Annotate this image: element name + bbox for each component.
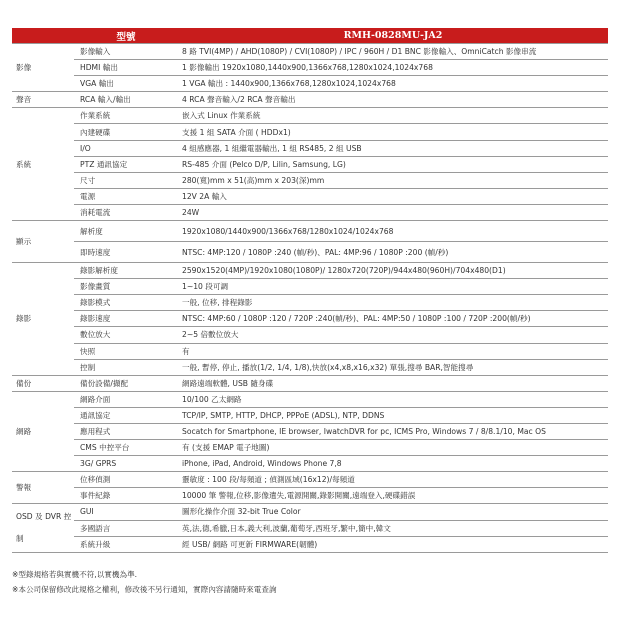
spec-label: 備份設備/擷配 xyxy=(74,375,178,391)
spec-value: 2590x1520(4MP)/1920x1080(1080P)/ 1280x720(720P)/944x480(960H)/704x480(D1) xyxy=(178,263,608,279)
spec-value: 24W xyxy=(178,204,608,220)
spec-label: 作業系統 xyxy=(74,108,178,124)
spec-label: VGA 輸出 xyxy=(74,76,178,92)
model-value: RMH-0828MU-JA2 xyxy=(178,28,608,44)
spec-label: 尺寸 xyxy=(74,172,178,188)
spec-label: PTZ 通訊協定 xyxy=(74,156,178,172)
spec-label: 多國語言 xyxy=(74,520,178,536)
spec-label: 通訊協定 xyxy=(74,407,178,423)
spec-row xyxy=(12,488,608,504)
footnote-2: ※本公司保留修改此規格之權利，修改後不另行通知，實際內容請隨時來電查詢 xyxy=(12,585,277,594)
spec-label: 系統升級 xyxy=(74,536,178,552)
spec-value: 1~10 段可調 xyxy=(178,279,608,295)
spec-value: 一般, 暫停, 停止, 播放(1/2, 1/4, 1/8),快放(x4,x8,x16,x32) 單張,搜尋 BAR,智能搜尋 xyxy=(178,359,608,375)
spec-value: Socatch for Smartphone, IE browser, IwatchDVR for pc, ICMS Pro, Windows 7 / 8/8.1/10, Mac OS xyxy=(178,423,608,439)
spec-label: GUI xyxy=(74,504,178,520)
spec-row xyxy=(12,456,608,472)
spec-label: RCA 輸入/輸出 xyxy=(74,92,178,108)
spec-row xyxy=(12,311,608,327)
spec-row xyxy=(12,204,608,220)
spec-row xyxy=(12,440,608,456)
spec-value: 280(寬)mm x 51(高)mm x 203(深)mm xyxy=(178,172,608,188)
spec-value: 一般, 位移, 排程錄影 xyxy=(178,295,608,311)
spec-row xyxy=(12,327,608,343)
spec-row xyxy=(12,520,608,536)
spec-row xyxy=(12,108,608,124)
footnote-1: ※型錄規格若與實機不符,以實機為準. xyxy=(12,570,138,579)
spec-row xyxy=(12,44,608,60)
spec-value: 支援 1 組 SATA 介面 ( HDDx1) xyxy=(178,124,608,140)
spec-table xyxy=(12,28,608,553)
spec-value: 1 VGA 輸出 : 1440x900,1366x768,1280x1024,1024x768 xyxy=(178,76,608,92)
spec-row xyxy=(12,391,608,407)
spec-row xyxy=(12,375,608,391)
spec-value: 2~5 倍數位放大 xyxy=(178,327,608,343)
spec-value: NTSC: 4MP:120 / 1080P :240 (幀/秒)、PAL: 4MP:96 / 1080P :200 (幀/秒) xyxy=(178,242,608,263)
spec-row xyxy=(12,60,608,76)
spec-label: 電源 xyxy=(74,188,178,204)
spec-value: 10/100 乙太網路 xyxy=(178,391,608,407)
header-spacer xyxy=(12,28,74,44)
spec-value: iPhone, iPad, Android, Windows Phone 7,8 xyxy=(178,456,608,472)
section-label: 顯示 xyxy=(12,221,74,263)
spec-value: 有 xyxy=(178,343,608,359)
table-header-row xyxy=(12,28,608,44)
spec-label: 位移偵測 xyxy=(74,472,178,488)
spec-value: 圖形化操作介面 32-bit True Color xyxy=(178,504,608,520)
section-label: 影像 xyxy=(12,44,74,92)
spec-value: 1 影像輸出 1920x1080,1440x900,1366x768,1280x1024,1024x768 xyxy=(178,60,608,76)
section-label: 系統 xyxy=(12,108,74,221)
spec-row xyxy=(12,92,608,108)
section-label: 錄影 xyxy=(12,263,74,376)
spec-label: 消耗電流 xyxy=(74,204,178,220)
spec-value: 嵌入式 Linux 作業系統 xyxy=(178,108,608,124)
spec-label: 內建硬碟 xyxy=(74,124,178,140)
section-label: OSD 及 DVR 控制 xyxy=(12,504,74,552)
spec-row xyxy=(12,423,608,439)
spec-label: 3G/ GPRS xyxy=(74,456,178,472)
spec-row xyxy=(12,295,608,311)
spec-value: 有 (支援 EMAP 電子地圖) xyxy=(178,440,608,456)
spec-value: RS-485 介面 (Pelco D/P, Lilin, Samsung, LG) xyxy=(178,156,608,172)
spec-sheet xyxy=(12,28,608,553)
spec-label: 解析度 xyxy=(74,221,178,242)
spec-label: 錄影速度 xyxy=(74,311,178,327)
spec-value: 4 RCA 聲音輸入/2 RCA 聲音輸出 xyxy=(178,92,608,108)
spec-label: 事件紀錄 xyxy=(74,488,178,504)
spec-value: TCP/IP, SMTP, HTTP, DHCP, PPPoE (ADSL), NTP, DDNS xyxy=(178,407,608,423)
spec-row xyxy=(12,188,608,204)
spec-row xyxy=(12,536,608,552)
spec-row xyxy=(12,407,608,423)
spec-label: I/O xyxy=(74,140,178,156)
spec-row xyxy=(12,279,608,295)
spec-row xyxy=(12,359,608,375)
spec-row xyxy=(12,124,608,140)
spec-value: 靈敏度 : 100 段/每頻道 ; 偵測區域(16x12)/每頻道 xyxy=(178,472,608,488)
spec-row xyxy=(12,472,608,488)
spec-row xyxy=(12,140,608,156)
spec-label: 網路介面 xyxy=(74,391,178,407)
spec-label: 應用程式 xyxy=(74,423,178,439)
spec-row xyxy=(12,76,608,92)
spec-value: 經 USB/ 網路 可更新 FIRMWARE(韌體) xyxy=(178,536,608,552)
spec-label: 影像畫質 xyxy=(74,279,178,295)
spec-label: 錄影模式 xyxy=(74,295,178,311)
spec-label: 控制 xyxy=(74,359,178,375)
spec-label: 影像輸入 xyxy=(74,44,178,60)
spec-value: 10000 筆 警報,位移,影像遺失,電源開關,錄影開關,遠端登入,硬碟錯誤 xyxy=(178,488,608,504)
section-label: 聲音 xyxy=(12,92,74,108)
spec-label: 錄影解析度 xyxy=(74,263,178,279)
section-label: 警報 xyxy=(12,472,74,504)
spec-label: CMS 中控平台 xyxy=(74,440,178,456)
spec-body xyxy=(12,44,608,553)
spec-value: 英,法,德,希臘,日本,義大利,波蘭,葡萄牙,西班牙,繁中,簡中,韓文 xyxy=(178,520,608,536)
spec-row xyxy=(12,156,608,172)
spec-value: 8 路 TVI(4MP) / AHD(1080P) / CVI(1080P) / IPC / 960H / D1 BNC 影像輸入、OmniCatch 影像串流 xyxy=(178,44,608,60)
section-label: 網路 xyxy=(12,391,74,471)
spec-row xyxy=(12,172,608,188)
spec-label: HDMI 輸出 xyxy=(74,60,178,76)
spec-row xyxy=(12,221,608,242)
spec-value: 12V 2A 輸入 xyxy=(178,188,608,204)
spec-row xyxy=(12,242,608,263)
spec-value: 網路遠端軟體, USB 隨身碟 xyxy=(178,375,608,391)
spec-label: 即時速度 xyxy=(74,242,178,263)
spec-value: NTSC: 4MP:60 / 1080P :120 / 720P :240(幀/秒)、PAL: 4MP:50 / 1080P :100 / 720P :200(幀/秒) xyxy=(178,311,608,327)
spec-label: 快照 xyxy=(74,343,178,359)
spec-value: 1920x1080/1440x900/1366x768/1280x1024/1024x768 xyxy=(178,221,608,242)
model-label: 型號 xyxy=(74,28,178,44)
spec-label: 數位放大 xyxy=(74,327,178,343)
section-label: 備份 xyxy=(12,375,74,391)
spec-row xyxy=(12,504,608,520)
spec-row xyxy=(12,263,608,279)
spec-row xyxy=(12,343,608,359)
spec-value: 4 組感應器, 1 組繼電器輸出, 1 組 RS485, 2 組 USB xyxy=(178,140,608,156)
